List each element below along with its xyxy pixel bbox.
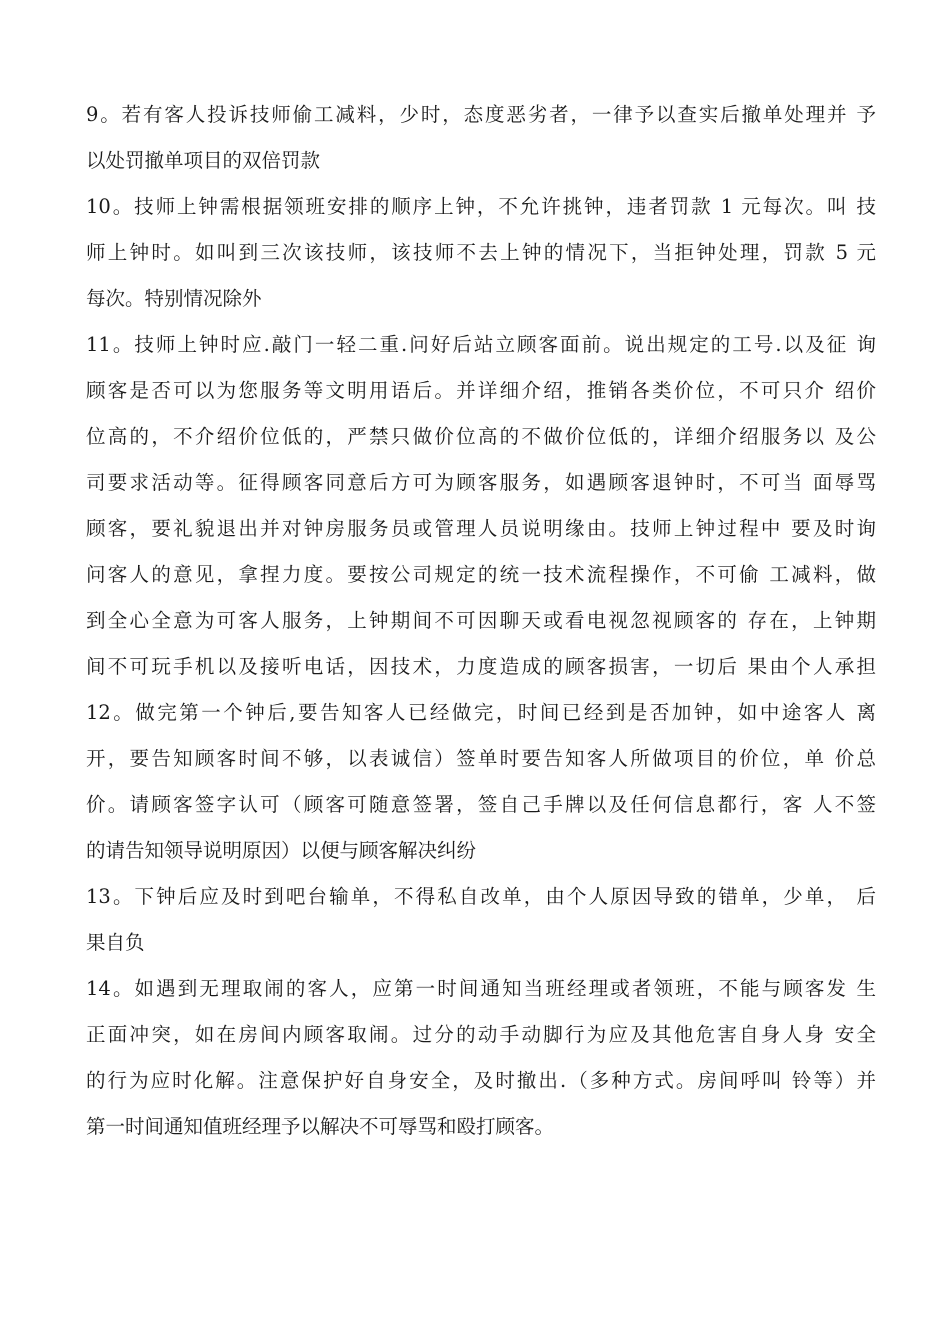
paragraph-item-13: [86, 874, 876, 966]
text-line: 以处罚撤单项目的双倍罚款: [86, 149, 321, 172]
text-line: 到全心全意为可客人服务，上钟期间不可因聊天或看电视忽视顾客的 存在，上钟期: [86, 609, 876, 632]
text-line: 正面冲突，如在房间内顾客取闹。过分的动手动脚行为应及其他危害自身人身 安全: [86, 1023, 876, 1046]
text-line: 14。如遇到无理取闹的客人，应第一时间通知当班经理或者领班，不能与顾客发 生: [86, 977, 876, 1000]
text-line: 价。请顾客签字认可（顾客可随意签署，签自己手牌以及任何信息都行，客 人不签: [86, 793, 876, 816]
text-line: 的行为应时化解。注意保护好自身安全，及时撤出.（多种方式。房间呼叫 铃等）并: [86, 1069, 876, 1092]
text-line: 顾客是否可以为您服务等文明用语后。并详细介绍，推销各类价位，不可只介 绍价: [86, 379, 876, 402]
text-line: 11。技师上钟时应.敲门一轻二重.问好后站立顾客面前。说出规定的工号.以及征 询: [86, 333, 876, 356]
text-line: 的请告知领导说明原因）以便与顾客解决纠纷: [86, 839, 477, 862]
text-line: 9。若有客人投诉技师偷工减料，少时，态度恶劣者，一律予以查实后撤单处理并 予: [86, 103, 876, 126]
text-line: 间不可玩手机以及接听电话，因技术，力度造成的顾客损害，一切后 果由个人承担: [86, 655, 876, 678]
text-line: 师上钟时。如叫到三次该技师，该技师不去上钟的情况下，当拒钟处理，罚款 5 元: [86, 241, 876, 264]
paragraph-item-10: [86, 184, 876, 322]
text-line: 第一时间通知值班经理予以解决不可辱骂和殴打顾客。: [86, 1115, 555, 1138]
text-line: 果自负: [86, 931, 145, 954]
text-line: 10。技师上钟需根据领班安排的顺序上钟，不允许挑钟，违者罚款 1 元每次。叫 技: [86, 195, 876, 218]
paragraph-item-9: [86, 92, 876, 184]
text-line: 司要求活动等。征得顾客同意后方可为顾客服务，如遇顾客退钟时，不可当 面辱骂: [86, 471, 876, 494]
text-line: 位高的，不介绍价位低的，严禁只做价位高的不做价位低的，详细介绍服务以 及公: [86, 425, 876, 448]
text-line: 问客人的意见，拿捏力度。要按公司规定的统一技术流程操作，不可偷 工减料，做: [86, 563, 876, 586]
document-body: [86, 92, 876, 1150]
text-line: 顾客，要礼貌退出并对钟房服务员或管理人员说明缘由。技师上钟过程中 要及时询: [86, 517, 876, 540]
paragraph-item-14: [86, 966, 876, 1150]
text-line: 每次。特别情况除外: [86, 287, 262, 310]
text-line: 13。下钟后应及时到吧台输单，不得私自改单，由个人原因导致的错单，少单， 后: [86, 885, 876, 908]
text-line: 12。做完第一个钟后,要告知客人已经做完，时间已经到是否加钟，如中途客人 离: [86, 701, 876, 724]
paragraph-item-11: [86, 322, 876, 690]
text-line: 开，要告知顾客时间不够，以表诚信）签单时要告知客人所做项目的价位，单 价总: [86, 747, 876, 770]
paragraph-item-12: [86, 690, 876, 874]
